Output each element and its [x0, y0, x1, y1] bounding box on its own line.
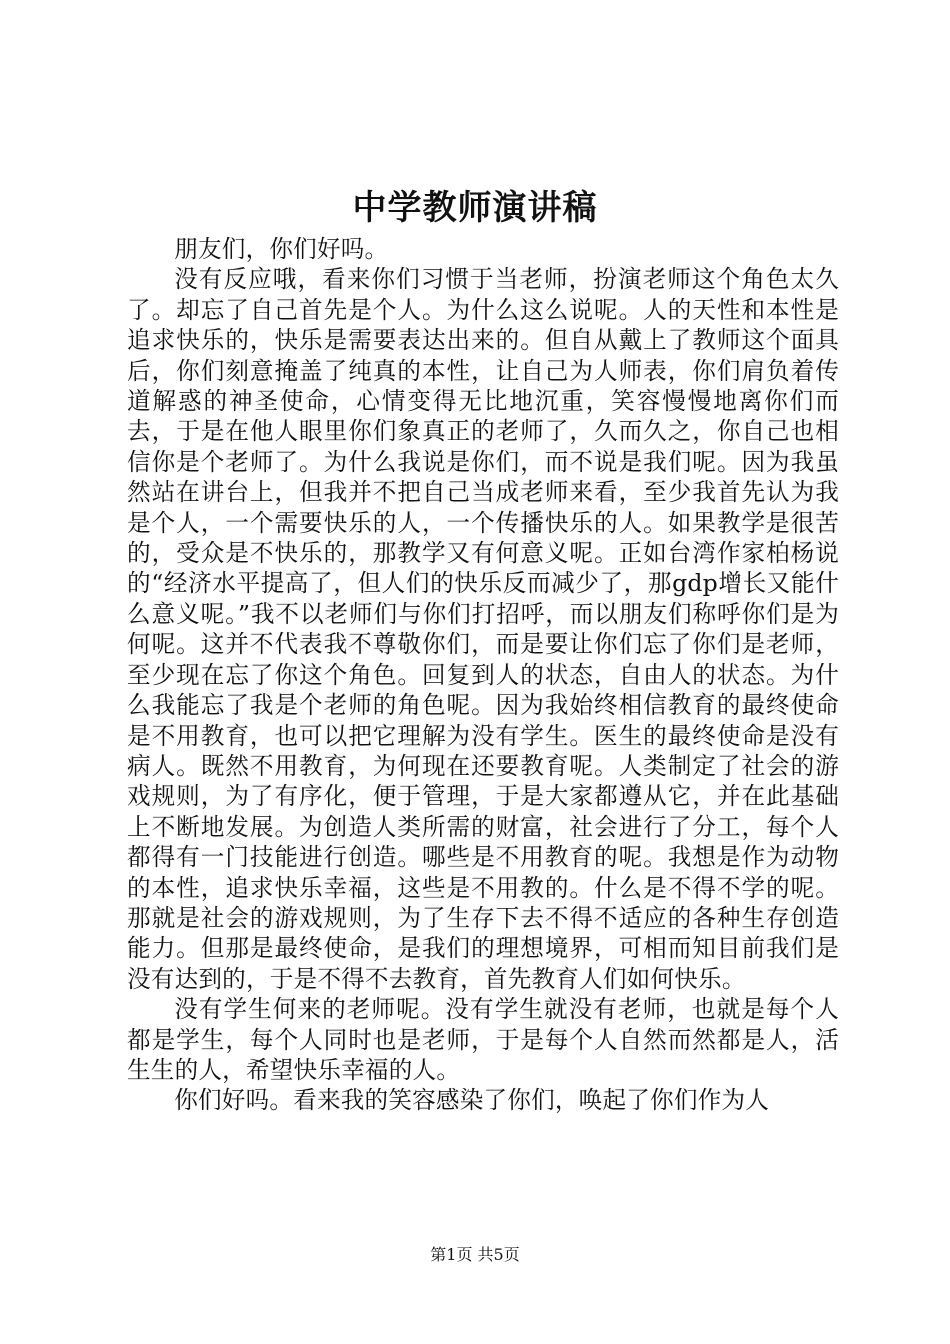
document-body: [127, 234, 839, 1116]
paragraph-students: 没有学生何来的老师呢。没有学生就没有老师，也就是每个人都是学生，每个人同时也是老师，于是每个人自然而然都是人，活生生的人，希望快乐幸福的人。: [127, 995, 839, 1084]
document-title: 中学教师演讲稿: [352, 188, 598, 228]
paragraph-main: 没有反应哦，看来你们习惯于当老师，扮演老师这个角色太久了。却忘了自己首先是个人。为什么这么说呢。人的天性和本性是追求快乐的，快乐是需要表达出来的。但自从戴上了教师这个面具后，你们刻意掩盖了纯真的本性，让自己为人师表，你们肩负着传道解惑的神圣使命，心情变得无比地沉重，笑容慢慢地离你们而去，于是在他人眼里你们象真正的老师了，久而久之，你自己也相信你是个老师了。为什么我说是你们，而不说是我们呢。因为我虽然站在讲台上，但我并不把自己当成老师来看，至少我首先认为我是个人，一个需要快乐的人，一个传播快乐的人。如果教学是很苦的，受众是不快乐的，那教学又有何意义呢。正如台湾作家柏杨说的“经济水平提高了，但人们的快乐反而减少了，那gdp增长又能什么意义呢。”我不以老师们与你们打招呼，而以朋友们称呼你们是为何呢。这并不代表我不尊敬你们，而是要让你们忘了你们是老师，至少现在忘了你这个角色。回复到人的状态，自由人的状态。为什么我能忘了我是个老师的角色呢。因为我始终相信教育的最终使命是不用教育，也可以把它理解为没有学生。医生的最终使命是没有病人。既然不用教育，为何现在还要教育呢。人类制定了社会的游戏规则，为了有序化，便于管理，于是大家都遵从它，并在此基础上不断地发展。为创造人类所需的财富，社会进行了分工，每个人都得有一门技能进行创造。哪些是不用教育的呢。我想是作为动物的本性，追求快乐幸福，这些是不用教的。什么是不得不学的呢。那就是社会的游戏规则，为了生存下去不得不适应的各种生存创造能力。但那是最终使命，是我们的理想境界，可相而知目前我们是没有达到的，于是不得不去教育，首先教育人们如何快乐。: [127, 265, 839, 993]
paragraph-greeting: 朋友们，你们好吗。: [174, 235, 389, 263]
paragraph-closing: 你们好吗。看来我的笑容感染了你们，唤起了你们作为人: [174, 1086, 770, 1115]
page-footer: 第1页 共5页: [430, 1245, 520, 1264]
